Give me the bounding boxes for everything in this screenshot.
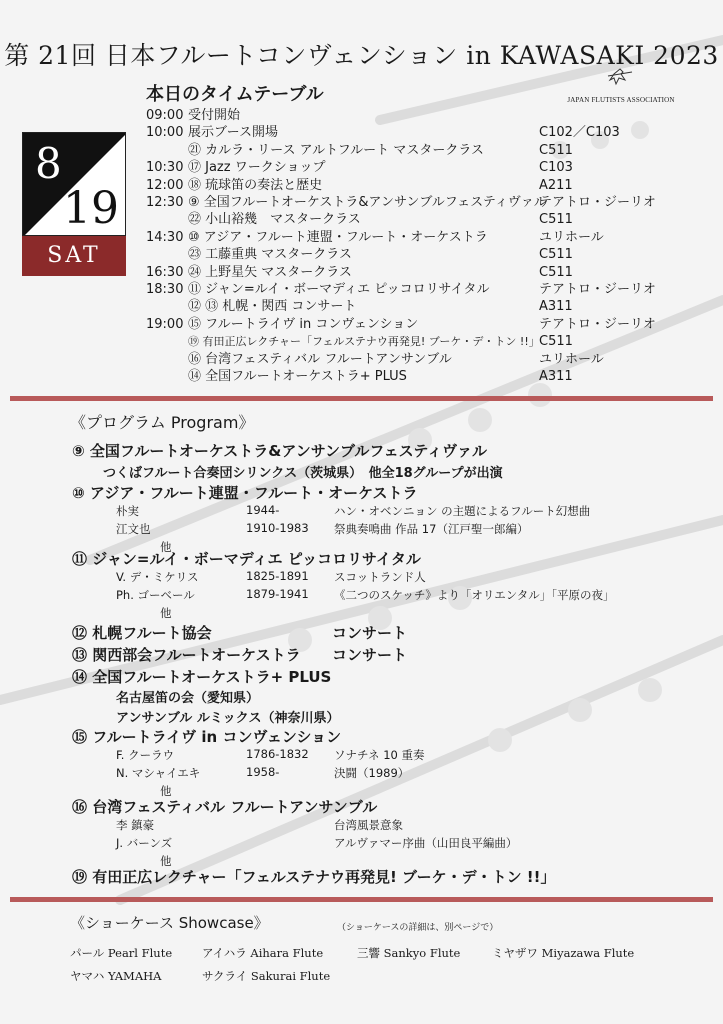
- jfa-logo: [565, 66, 677, 104]
- composer-name: 朴実: [116, 504, 139, 518]
- composer-years: 1879-1941: [246, 587, 309, 601]
- program-item-group: 名古屋笛の会（愛知県）: [116, 691, 260, 706]
- composer-name: 江文也: [116, 522, 151, 536]
- composer-years: 1786-1832: [246, 747, 309, 761]
- piece-title: 台湾風景意象: [334, 818, 403, 832]
- divider: [10, 396, 713, 401]
- piece-title: 祭典奏鳴曲 作品 17（江戸聖一郎編）: [334, 522, 529, 536]
- composer-years: 1910-1983: [246, 521, 309, 535]
- timetable-room: C511: [539, 142, 573, 158]
- event-title: 第 21回 日本フルートコンヴェンション in KAWASAKI 2023: [4, 41, 719, 70]
- showcase-exhibitor: ミヤザワ Miyazawa Flute: [492, 946, 635, 960]
- timetable-room: C102／C103: [539, 125, 620, 141]
- timetable-event: ⑭ 全国フルートオーケストラ+ PLUS: [188, 369, 407, 384]
- program-item-title: ⑬ 関西部会フルートオーケストラ: [72, 646, 301, 664]
- timetable-event: ⑫ ⑬ 札幌・関西 コンサート: [188, 299, 357, 315]
- piece-title: 決闘（1989）: [334, 766, 410, 780]
- program-item-group: アンサンブル ルミックス（神奈川県）: [116, 711, 340, 726]
- timetable-event: ⑰ Jazz ワークショップ: [188, 160, 326, 176]
- timetable-event: 受付開始: [188, 108, 241, 123]
- piece-title: 《二つのスケッチ》より「オリエンタル」「平原の夜」: [334, 588, 615, 602]
- timetable-room: C103: [539, 160, 573, 176]
- timetable-event: 展示ブース開場: [188, 125, 278, 141]
- timetable-room: ユリホール: [539, 229, 604, 245]
- date-day: 19: [63, 183, 119, 234]
- program-item-title: ⑭ 全国フルートオーケストラ+ PLUS: [72, 668, 332, 686]
- program-item-subtitle: つくばフルート合奏団シリンクス（茨城県） 他全18グループが出演: [103, 466, 503, 481]
- composer-name: V. デ・ミケリス: [116, 570, 199, 584]
- timetable-room: C511: [539, 212, 573, 228]
- piece-title: ソナチネ 10 重奏: [334, 748, 425, 762]
- date-weekday: SAT: [22, 236, 126, 276]
- program-other: 他: [160, 784, 172, 798]
- program-item-title: ⑮ フルートライヴ in コンヴェンション: [72, 728, 342, 746]
- timetable-room: テアトロ・ジーリオ: [539, 195, 656, 210]
- timetable-time: 10:00: [146, 125, 184, 141]
- timetable-room: テアトロ・ジーリオ: [539, 282, 656, 297]
- showcase-heading: 《ショーケース Showcase》: [70, 914, 269, 932]
- showcase-exhibitor: ヤマハ YAMAHA: [70, 969, 162, 983]
- timetable-time: 16:30: [146, 264, 184, 280]
- program-heading: 《プログラム Program》: [70, 413, 255, 432]
- timetable-time: 19:00: [146, 316, 184, 332]
- program-item-title: ⑲ 有田正広レクチャー「フェルステナウ再発見! ブーケ・デ・トン !!」: [72, 868, 556, 886]
- timetable-room: A211: [539, 177, 573, 193]
- piece-title: アルヴァマー序曲（山田良平編曲）: [334, 836, 518, 850]
- timetable-event: ⑩ アジア・フルート連盟・フルート・オーケストラ: [188, 229, 488, 245]
- piece-title: スコットランド人: [334, 570, 426, 584]
- piece-title: ハン・オベンニョン の主題によるフルート幻想曲: [334, 504, 591, 518]
- timetable-room: ユリホール: [539, 351, 604, 367]
- program-other: 他: [160, 540, 172, 554]
- timetable-event: ㉓ 工藤重典 マスタークラス: [188, 247, 352, 263]
- logo-text: JAPAN FLUTISTS ASSOCIATION: [567, 96, 675, 104]
- program-item-title: ⑫ 札幌フルート協会: [72, 624, 212, 642]
- timetable-event: ㉒ 小山裕幾 マスタークラス: [188, 212, 361, 228]
- showcase-exhibitor: アイハラ Aihara Flute: [202, 946, 324, 960]
- timetable-time: 10:30: [146, 160, 184, 176]
- timetable-time: 18:30: [146, 282, 184, 297]
- timetable-event: ㉔ 上野星矢 マスタークラス: [188, 264, 352, 280]
- showcase-note: （ショーケースの詳細は、別ページで）: [337, 923, 499, 933]
- showcase-exhibitor: パール Pearl Flute: [70, 946, 173, 960]
- timetable-event: ⑮ フルートライヴ in コンヴェンション: [188, 316, 419, 332]
- timetable-room: A311: [539, 299, 573, 315]
- timetable-time: 12:30: [146, 195, 184, 210]
- composer-name: Ph. ゴーベール: [116, 588, 195, 602]
- timetable-room: C511: [539, 264, 573, 280]
- timetable-time: 09:00: [146, 108, 184, 123]
- composer-name: J. バーンズ: [116, 836, 173, 850]
- divider: [10, 897, 713, 902]
- program-item-title: ⑪ ジャン=ルイ・ボーマディエ ピッコロリサイタル: [72, 550, 421, 568]
- composer-name: F. クーラウ: [116, 748, 175, 762]
- date-month: 8: [35, 139, 62, 188]
- timetable-time: 12:00: [146, 177, 184, 193]
- date-badge: [22, 132, 126, 278]
- flutist-figure-icon: [606, 66, 636, 92]
- program-item-title: ⑨ 全国フルートオーケストラ&アンサンブルフェスティヴァル: [72, 442, 488, 460]
- showcase-exhibitor: サクライ Sakurai Flute: [202, 969, 331, 983]
- composer-name: N. マシャイエキ: [116, 766, 201, 780]
- timetable-event: ㉑ カルラ・リース アルトフルート マスタークラス: [188, 142, 484, 158]
- program-item-title: ⑩ アジア・フルート連盟・フルート・オーケストラ: [72, 484, 418, 502]
- timetable-event: ⑪ ジャン=ルイ・ボーマディエ ピッコロリサイタル: [188, 282, 490, 297]
- composer-years: 1825-1891: [246, 569, 309, 583]
- timetable-event: ⑲ 有田正広レクチャー「フェルステナウ再発見! ブーケ・デ・トン !!」: [188, 335, 540, 349]
- program-item-title: ⑯ 台湾フェスティバル フルートアンサンブル: [72, 798, 378, 816]
- timetable-event: ⑯ 台湾フェスティバル フルートアンサンブル: [188, 351, 452, 367]
- showcase-exhibitor: 三響 Sankyo Flute: [357, 946, 461, 960]
- timetable-heading: 本日のタイムテーブル: [146, 84, 324, 105]
- program-other: 他: [160, 606, 172, 620]
- program-other: 他: [160, 854, 172, 868]
- timetable-room: C511: [539, 334, 573, 350]
- composer-years: 1944-: [246, 503, 280, 517]
- timetable-time: 14:30: [146, 229, 184, 245]
- timetable-room: テアトロ・ジーリオ: [539, 316, 656, 332]
- timetable-room: A311: [539, 369, 573, 384]
- timetable-room: C511: [539, 247, 573, 263]
- composer-name: 李 鎮豪: [116, 818, 155, 832]
- composer-years: 1958-: [246, 765, 280, 779]
- program-item-tag: コンサート: [332, 646, 408, 664]
- program-item-tag: コンサート: [332, 624, 408, 642]
- timetable-event: ⑱ 琉球笛の奏法と歴史: [188, 177, 323, 193]
- timetable-event: ⑨ 全国フルートオーケストラ&アンサンブルフェスティヴァル: [188, 195, 547, 210]
